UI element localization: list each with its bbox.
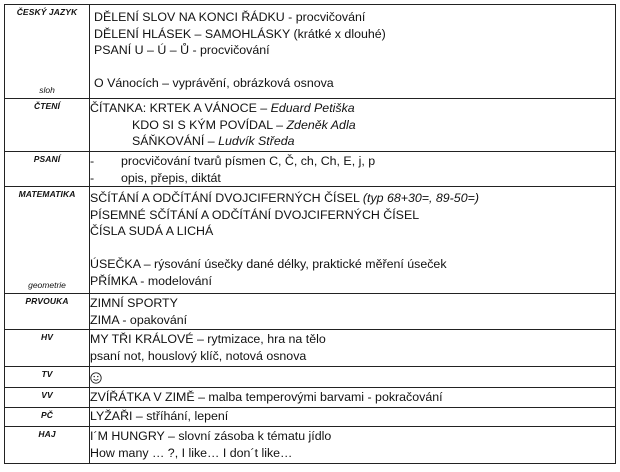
- content-line: PSANÍ U – Ú – Ů - procvičování: [94, 43, 270, 57]
- lesson-plan-document: [4, 4, 616, 464]
- bullet-item: - procvičování tvarů písmen C, Č, ch, Ch, E, j, p: [90, 154, 376, 168]
- bullet-mark: -: [90, 154, 95, 168]
- author-name: Eduard Petiška: [270, 101, 355, 115]
- row-pc: [5, 408, 616, 427]
- subject-cell-matematika: [5, 187, 90, 294]
- content-cell-prvouka: [90, 294, 616, 330]
- subject-cell-vv: [5, 388, 90, 408]
- content-line: MY TŘI KRÁLOVÉ – rytmizace, hra na tělo: [90, 332, 326, 346]
- bullet-mark: -: [90, 170, 95, 185]
- content-cell-hv: [90, 330, 616, 367]
- content-cell-psani: [90, 152, 616, 187]
- lesson-plan-table: [4, 4, 616, 464]
- subject-cell-pc: [5, 408, 90, 427]
- author-name: Ludvík Středa: [218, 134, 295, 148]
- content-line: LYŽAŘI – stříhání, lepení: [90, 409, 229, 423]
- row-vv: [5, 388, 616, 408]
- subject-cell-prvouka: [5, 294, 90, 330]
- content-line: I´M HUNGRY – slovní zásoba k tématu jídlo: [90, 429, 332, 443]
- reading-line: ČÍTANKA: KRTEK A VÁNOCE – Eduard Petiška: [90, 101, 355, 115]
- content-cell-haj: [90, 427, 616, 464]
- content-line: ČÍSLA SUDÁ A LICHÁ: [90, 224, 214, 238]
- subject-name: HV: [40, 332, 53, 342]
- subject-cell-cesky: [5, 5, 90, 99]
- content-cell-cesky: [90, 5, 616, 99]
- content-line: SČÍTÁNÍ A ODČÍTÁNÍ DVOJCIFERNÝCH ČÍSEL (typ 68+30=, 89-50=): [90, 191, 479, 205]
- row-cesky-jazyk: [5, 5, 616, 99]
- subject-cell-cteni: [5, 99, 90, 152]
- row-hv: [5, 330, 616, 367]
- content-line: psaní not, houslový klíč, notová osnova: [90, 348, 307, 363]
- subject-name: HAJ: [38, 429, 56, 439]
- row-cteni: [5, 99, 616, 152]
- subject-sub-label: sloh: [39, 85, 55, 95]
- subject-name: VV: [41, 390, 53, 400]
- content-cell-matematika: [90, 187, 616, 294]
- row-matematika: [5, 187, 616, 294]
- subject-cell-haj: [5, 427, 90, 464]
- reading-line: SÁŇKOVÁNÍ – Ludvík Středa: [132, 134, 295, 148]
- content-line: ZIMA - opakování: [90, 312, 188, 327]
- content-line: PŘÍMKA - modelování: [90, 273, 212, 288]
- content-line: O Vánocích – vyprávění, obrázková osnova: [94, 76, 334, 90]
- subject-name: TV: [41, 369, 53, 379]
- row-haj: [5, 427, 616, 464]
- content-cell-vv: [90, 388, 616, 408]
- row-psani: [5, 152, 616, 187]
- row-tv: [5, 367, 616, 388]
- subject-name: ČESKÝ JAZYK: [16, 7, 78, 17]
- content-line: DĚLENÍ SLOV NA KONCI ŘÁDKU - procvičování: [94, 10, 366, 24]
- subject-name: PČ: [40, 410, 53, 420]
- content-line: PÍSEMNÉ SČÍTÁNÍ A ODČÍTÁNÍ DVOJCIFERNÝCH ČÍSEL: [90, 207, 420, 222]
- bullet-item: - opis, přepis, diktát: [90, 170, 221, 185]
- subject-name: ČTENÍ: [34, 101, 60, 111]
- subject-cell-psani: [5, 152, 90, 187]
- reading-line: KDO SI S KÝM POVÍDAL – Zdeněk Adla: [132, 117, 356, 132]
- content-line: DĚLENÍ HLÁSEK – SAMOHLÁSKY (krátké x dlouhé): [94, 26, 386, 41]
- subject-name: MATEMATIKA: [18, 189, 76, 199]
- author-name: Zdeněk Adla: [286, 117, 356, 132]
- content-cell-cteni: [90, 99, 616, 152]
- row-prvouka: [5, 294, 616, 330]
- subject-name: PRVOUKA: [25, 296, 69, 306]
- content-line: ZVÍŘÁTKA V ZIMĚ – malba temperovými barvami - pokračování: [90, 390, 443, 404]
- content-line: ÚSEČKA – rýsování úsečky dané délky, praktické měření úseček: [90, 257, 447, 271]
- content-cell-tv: [90, 367, 616, 388]
- content-line: ZIMNÍ SPORTY: [90, 296, 178, 310]
- content-line: How many … ?, I like… I don´t like…: [90, 445, 293, 460]
- content-cell-pc: [90, 408, 616, 427]
- smiley-icon: [90, 372, 102, 384]
- subject-name: PSANÍ: [33, 154, 61, 164]
- subject-cell-tv: [5, 367, 90, 388]
- subject-sub-label: geometrie: [28, 280, 66, 290]
- subject-cell-hv: [5, 330, 90, 367]
